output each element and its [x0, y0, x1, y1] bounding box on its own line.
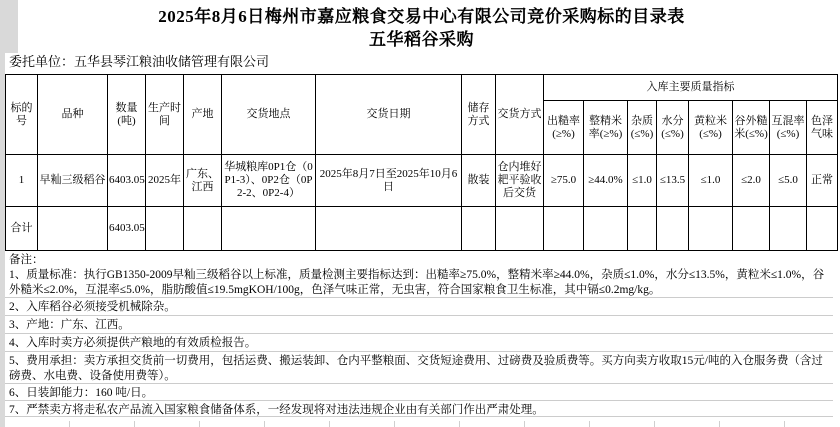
page-title: 2025年8月6日梅州市嘉应粮食交易中心有限公司竞价采购标的目录表: [158, 7, 685, 26]
header-row-group: [6, 75, 838, 101]
cell-empty: [146, 207, 184, 251]
table-row: [6, 155, 838, 207]
sheet-content: [5, 0, 838, 417]
cell-delivery-place: 华城粮库0P1仓（0P1-3）、0P2仓（0P2-2、0P2-4）: [222, 155, 316, 207]
cell-empty: [584, 207, 628, 251]
cell-empty: [657, 207, 689, 251]
note-line-5: 5、费用承担：卖方承担交货前一切费用，包括运费、搬运装卸、仓内平整粮面、交货短途费用、过磅费及验质费等。买方向卖方收取15元/吨的入仓服务费（含过磅费、水电费、设备使用费等）。: [5, 352, 833, 384]
cell-head-rice-rate: ≥44.0%: [584, 155, 628, 207]
col-header-delivery-method: 交货方式: [496, 75, 544, 155]
col-header-mixing-rate: 互混率(≤%): [770, 101, 807, 155]
cell-yellow-rice: ≤1.0: [689, 155, 733, 207]
cell-empty: [222, 207, 316, 251]
cell-empty: [807, 207, 838, 251]
document-title-block: [5, 0, 838, 50]
notes-label: 备注：: [9, 254, 44, 266]
note-block-1: [5, 251, 833, 298]
cell-empty: [733, 207, 770, 251]
cell-total-quantity: 6403.05: [108, 207, 146, 251]
col-header-production-time: 生产时间: [146, 75, 184, 155]
cell-moisture: ≤13.5: [657, 155, 689, 207]
col-header-impurity: 杂质(≤%): [628, 101, 657, 155]
col-header-brown-rice-rate: 出糙率(≥%): [544, 101, 584, 155]
note-line-3: 3、产地：广东、江西。: [5, 316, 833, 334]
col-header-variety: 品种: [38, 75, 108, 155]
cell-brown-rice-rate: ≥75.0: [544, 155, 584, 207]
cell-delivery-method: 仓内堆好耙平验收后交货: [496, 155, 544, 207]
note-line-6: 6、日装卸能力：160 吨/日。: [5, 384, 833, 401]
cell-total-label: 合计: [6, 207, 38, 251]
cell-origin: 广东、江西: [184, 155, 222, 207]
notes-section: [5, 251, 833, 417]
col-header-origin: 产地: [184, 75, 222, 155]
col-header-delivery-place: 交货地点: [222, 75, 316, 155]
col-header-color-odor: 色泽气味: [807, 101, 838, 155]
total-row: [6, 207, 838, 251]
col-header-paddy-in-rice: 谷外糙米(≤%): [733, 101, 770, 155]
col-header-quantity: 数量(吨): [108, 75, 146, 155]
procurement-catalog-table: [5, 74, 838, 251]
page-subtitle: 五华稻谷采购: [369, 30, 474, 49]
note-line-1: 1、质量标准：执行GB1350-2009早籼三级稻谷以上标准，质量检测主要指标达到：出糙率≥75.0%，整精米率≥44.0%，杂质≤1.0%，水分≤13.5%，黄粒米≤1.0%，谷外糙米≤2.0%，互混率≤5.0%，脂肪酸值≤19.5mgKOH/100g，色泽气味正常，无虫害，符合国家粮食卫生标准，其中镉≤0.2mg/kg。: [9, 269, 825, 296]
cell-empty: [462, 207, 496, 251]
cell-empty: [770, 207, 807, 251]
cell-empty: [184, 207, 222, 251]
note-line-4: 4、入库时卖方必须提供产粮地的有效质检报告。: [5, 334, 833, 352]
note-line-7: 7、严禁卖方将走私农产品流入国家粮食储备体系，一经发现将对违法违规企业由有关部门作出严肃处理。: [5, 401, 833, 417]
col-header-yellow-rice: 黄粒米(≤%): [689, 101, 733, 155]
col-header-storage-method: 储存方式: [462, 75, 496, 155]
empty-cells-gridlines: [5, 421, 838, 427]
entrust-unit-line: 委托单位：五华县琴江粮油收储管理有限公司: [9, 54, 270, 69]
cell-production-time: 2025年: [146, 155, 184, 207]
cell-lot-no: 1: [6, 155, 38, 207]
col-header-head-rice-rate: 整精米率(≥%): [584, 101, 628, 155]
cell-empty: [689, 207, 733, 251]
cell-mixing-rate: ≤5.0: [770, 155, 807, 207]
cell-color-odor: 正常: [807, 155, 838, 207]
cell-variety: 早籼三级稻谷: [38, 155, 108, 207]
cell-delivery-date: 2025年8月7日至2025年10月6日: [316, 155, 462, 207]
cell-empty: [544, 207, 584, 251]
cell-impurity: ≤1.0: [628, 155, 657, 207]
cell-storage-method: 散装: [462, 155, 496, 207]
col-header-moisture: 水分(≤%): [657, 101, 689, 155]
cell-empty: [628, 207, 657, 251]
col-header-delivery-date: 交货日期: [316, 75, 462, 155]
cell-paddy-in-rice: ≤2.0: [733, 155, 770, 207]
cell-empty: [496, 207, 544, 251]
cell-total-variety-empty: [38, 207, 108, 251]
col-header-lot-no: 标的号: [6, 75, 38, 155]
cell-empty: [316, 207, 462, 251]
note-line-2: 2、入库稻谷必须接受机械除杂。: [5, 298, 833, 316]
cell-quantity: 6403.05: [108, 155, 146, 207]
col-header-quality-group: 入库主要质量指标: [544, 75, 838, 101]
